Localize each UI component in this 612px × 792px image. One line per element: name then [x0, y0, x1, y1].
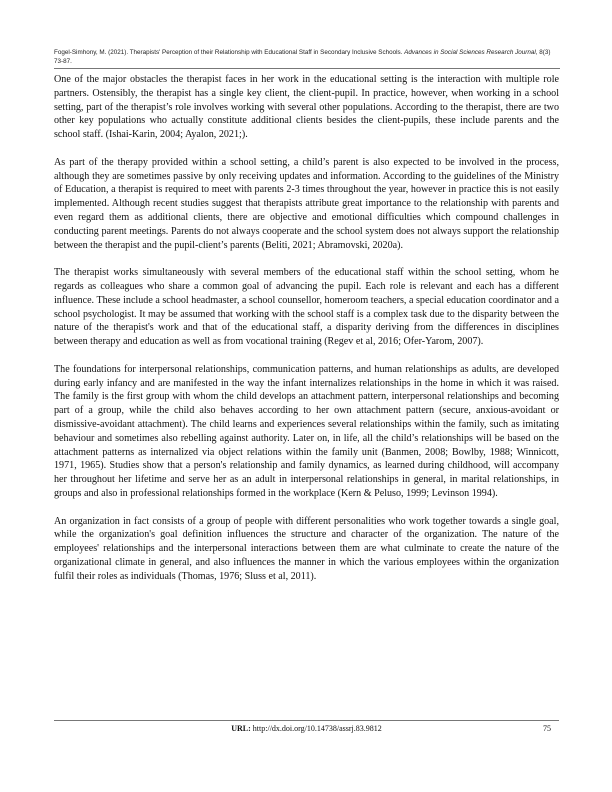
- paragraph-4: The foundations for interpersonal relationships, communication patterns, and human relationships as adults, are developed during early infancy and are manifested in the way the infant internalizes relationships in the home in which it was raised. The family is the first group with whom the child develops an attachment pattern, interpersonal relationships and becoming part of a group, while the child also behaves according to her own attachment pattern (secure, anxious-avoidant or dismissive-avoidant attachment). The child learns and experiences several relationships within the family, such as imitating behaviour and sometimes also rebelling against authority. Later on, in life, all the child’s relationships will be based on the attachment patterns as internalized via object relations within the family unit (Banmen, 2008; Bowlby, 1988; Winnicott, 1971, 1965). Studies show that a person's relationship and family dynamics, as learned during childhood, will accompany her throughout her lifetime and serve her as an adult in interpersonal relationships in general, in marital relationships, in groups and also in professional relationships formed in the workplace (Kern & Peluso, 1999; Levinson 1994).: [54, 363, 559, 499]
- paragraph-5: An organization in fact consists of a group of people with different personalities who work together towards a single goal, while the organization's goal definition influences the structure and character of the organization. The nature of the employees' relationships and the interpersonal interactions between them are what culminate to create the nature of the organizational climate in general, and also influences the manner in which the various employees within the organization fulfil their roles as individuals (Thomas, 1976; Sluss et al, 2011).: [54, 515, 559, 582]
- paragraph-3: The therapist works simultaneously with several members of the educational staff within the school setting, whom he regards as colleagues who share a common goal of advancing the pupil. Each role is relevant and each has a different influence. These include a school headmaster, a school counsellor, homeroom teachers, a special education coordinator and a school psychologist. It may be assumed that working with the school staff is a complex task due to the disparity between the nature of the therapist's work and that of the educational staff, a disparity deriving from the differences in disciplines between therapy and education as well as from vocational training (Regev et al, 2016; Ofer-Yarom, 2007).: [54, 267, 559, 348]
- page-number: 75: [543, 724, 551, 733]
- header-journal-name: Advances in Social Sciences Research Journal: [404, 49, 536, 56]
- header-volume-pages: , 8(3) 73-87.: [54, 49, 551, 65]
- doi-link[interactable]: http://dx.doi.org/10.14738/assrj.83.9812: [250, 724, 382, 733]
- paragraph-1: One of the major obstacles the therapist faces in her work in the educational setting is the interaction with multiple role partners. Ostensibly, the therapist has a single key client, the client-pupil. In practice, however, when working in a school setting, part of the therapist’s role involves working with several other populations. According to the therapist, there are two other key populations who actually constitute additional clients besides the client-pupils, these include parents and the school staff. (Ishai-Karin, 2004; Ayalon, 2021;).: [54, 74, 559, 141]
- page-footer: [54, 720, 559, 733]
- url-label: URL:: [231, 724, 251, 733]
- footer-url[interactable]: [54, 724, 559, 733]
- running-header: [54, 49, 560, 69]
- header-citation: Fogel-Simhony, M. (2021). Therapists' Perception of their Relationship with Educational Staff in Secondary Inclusive Schools.: [54, 49, 405, 56]
- article-body: [54, 73, 559, 597]
- paragraph-2: As part of the therapy provided within a school setting, a child’s parent is also expected to be involved in the process, although they are sometimes passive by only receiving updates and information. According to the guidelines of the Ministry of Education, a therapist is required to meet with parents 2-3 times throughout the year, however in practice this is not easily implemented. Although recent studies suggest that therapists attribute great importance to the relationship with parents and even regard them as additional clients, there are objective and emotional difficulties which compound challenges in conducting parent meetings. Parents do not always cooperate and the school system does not always support the relationship between the therapist and the pupil-client’s parents (Beliti, 2021; Abramovski, 2020a).: [54, 156, 559, 251]
